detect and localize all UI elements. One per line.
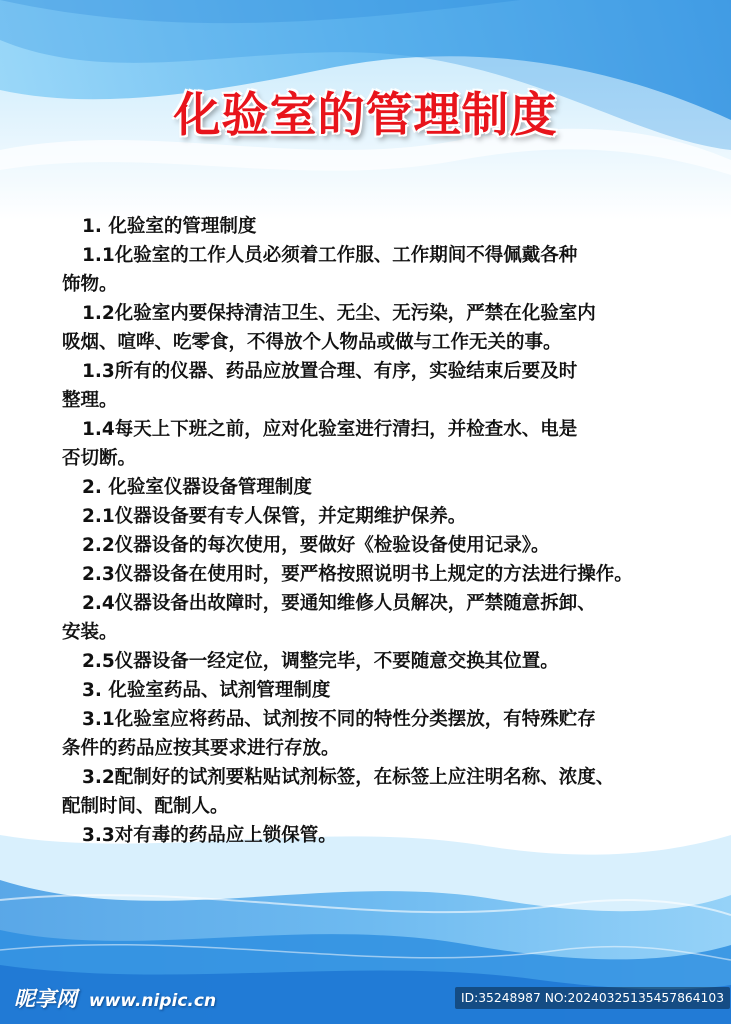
document-title: 化验室的管理制度	[173, 88, 558, 143]
rule-line: 配制时间、配制人。	[62, 796, 229, 817]
rule-line: 3.3对有毒的药品应上锁保管。	[82, 825, 337, 846]
rule-line: 1.4每天上下班之前，应对化验室进行清扫，并检查水、电是	[82, 419, 578, 440]
rule-line: 2.4仪器设备出故障时，要通知维修人员解决，严禁随意拆卸、	[82, 593, 596, 614]
rule-line: 吸烟、喧哗、吃零食，不得放个人物品或做与工作无关的事。	[62, 332, 562, 353]
rule-line: 2.3仪器设备在使用时，要严格按照说明书上规定的方法进行操作。	[82, 564, 633, 585]
regulations-text	[62, 212, 692, 850]
rule-line: 3.1化验室应将药品、试剂按不同的特性分类摆放，有特殊贮存	[82, 709, 596, 730]
image-id-watermark: ID:35248987 NO:20240325135457864103	[455, 987, 730, 1009]
rule-line: 1.1化验室的工作人员必须着工作服、工作期间不得佩戴各种	[82, 245, 578, 266]
rule-line: 条件的药品应按其要求进行存放。	[62, 738, 340, 759]
rule-line: 2.5仪器设备一经定位，调整完毕，不要随意交换其位置。	[82, 651, 559, 672]
rule-line: 2.2仪器设备的每次使用，要做好《检验设备使用记录》。	[82, 535, 550, 556]
rule-line: 整理。	[62, 390, 118, 411]
rule-line: 1.2化验室内要保持清洁卫生、无尘、无污染，严禁在化验室内	[82, 303, 596, 324]
rule-line: 否切断。	[62, 448, 137, 469]
section-heading: 3. 化验室药品、试剂管理制度	[82, 680, 331, 701]
rule-line: 3.2配制好的试剂要粘贴试剂标签，在标签上应注明名称、浓度、	[82, 767, 615, 788]
rule-line: 饰物。	[62, 274, 118, 295]
rule-line: 2.1仪器设备要有专人保管，并定期维护保养。	[82, 506, 467, 527]
site-url: www.nipic.cn	[88, 991, 217, 1011]
site-logo: 昵享网	[14, 987, 77, 1011]
section-heading: 2. 化验室仪器设备管理制度	[82, 477, 312, 498]
site-watermark	[14, 985, 216, 1013]
rule-line: 1.3所有的仪器、药品应放置合理、有序，实验结束后要及时	[82, 361, 578, 382]
section-heading: 1. 化验室的管理制度	[82, 216, 257, 237]
rule-line: 安装。	[62, 622, 118, 643]
